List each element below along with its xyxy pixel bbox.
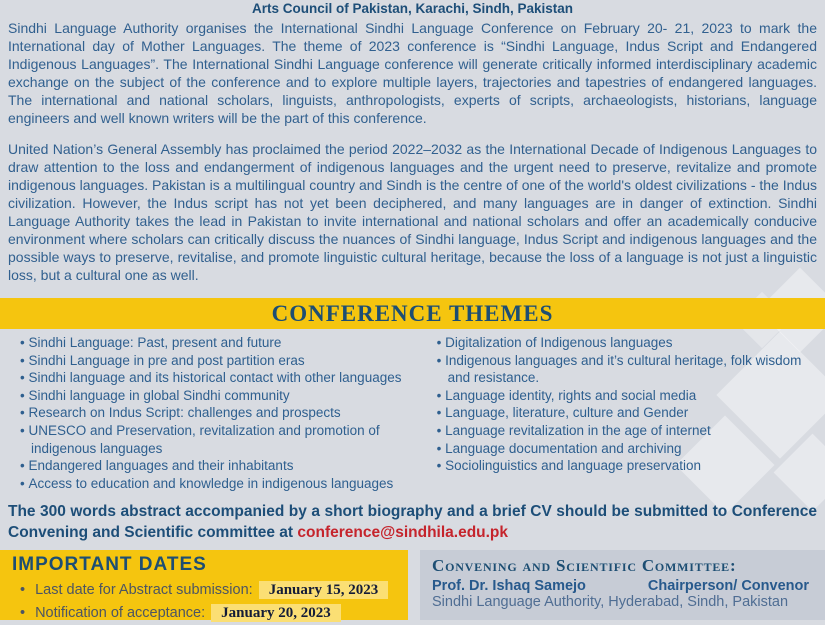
intro-paragraph-2: United Nation’s General Assembly has proclaimed the period 2022–2032 as the International Decade of Indigenous Languages to draw attention to the loss and endangerment of indigenous languages and the urgent need to preserve, revitalize and promote indigenous languages. Pakistan is a multilingual country and Sindh is the centre of one of the world's oldest civilizations - the Indus civilization. However, the Indus script has not yet been deciphered, and many languages are in danger of extinction. Sindhi Language Authority takes the lead in Pakistan to invite international and national scholars and offer an academically conducive environment where scholars can critically discuss the nuances of Sindhi language, Indus Script and indigenous languages and the possible ways to preserve, revitalise, and promote linguistic cultural heritage, because the loss of a language is not just a linguistic loss, but a cultural one as well. [8, 141, 817, 283]
abstract-submission-note [8, 502, 817, 543]
organizer-line: Arts Council of Pakistan, Karachi, Sindh, Pakistan [251, 1, 574, 16]
committee-box [420, 550, 825, 620]
themes-left-column [8, 334, 425, 492]
theme-item: • Digitalization of Indigenous languages [435, 334, 817, 352]
committee-row [432, 578, 813, 594]
theme-item: • Indigenous languages and it’s cultural heritage, folk wisdom and resistance. [435, 352, 817, 387]
theme-item: • Language documentation and archiving [435, 440, 817, 458]
bottom-divider-gap [408, 550, 420, 620]
important-dates-list [12, 579, 408, 625]
important-dates-box [0, 550, 408, 620]
important-dates-title: IMPORTANT DATES [12, 554, 207, 576]
intro-paragraph-1: Sindhi Language Authority organises the International Sindhi Language Conference on February 20- 21, 2023 to mark the International day of Mother Languages. The theme of 2023 conference is “Sindhi Language, Indus Script and Endangered Indigenous Languages”. The International Sindhi Language conference will generate critically informed interdisciplinary academic exchange on the subject of the conference and to explore multiple layers, trajectories and tapestries of endangered languages. The international and national scholars, linguists, anthropologists, experts of scripts, archaeologists, historians, language engineers and well known writers will be the part of this conference. [8, 20, 817, 126]
themes-right-column [425, 334, 817, 492]
committee-title: Convening and Scientific Committee: [432, 556, 737, 576]
date-label: Last date for Abstract submission: [35, 582, 253, 599]
conference-themes-banner [0, 298, 825, 329]
theme-item: • Language identity, rights and social media [435, 387, 817, 405]
submission-email-link[interactable]: conference@sindhila.edu.pk [297, 523, 509, 541]
theme-item: • Sindhi Language in pre and post partition eras [18, 352, 425, 370]
date-item [12, 579, 408, 602]
date-value: January 20, 2023 [211, 604, 341, 622]
themes-columns [8, 334, 817, 492]
theme-item: • Sindhi language and its historical contact with other languages [18, 369, 425, 387]
date-label: Notification of acceptance: [35, 605, 206, 622]
theme-item: • Sociolinguistics and language preservation [435, 457, 817, 475]
committee-chair-role: Chairperson/ Convenor [647, 578, 809, 595]
abstract-note-text: The 300 words abstract accompanied by a short biography and a brief CV should be submitted to Conference Convening and Scientific committee at [8, 503, 817, 541]
date-item [12, 602, 408, 625]
committee-chair-name: Prof. Dr. Ishaq Samejo [432, 578, 586, 595]
committee-affiliation: Sindhi Language Authority, Hyderabad, Sindh, Pakistan [432, 594, 789, 611]
theme-item: • UNESCO and Preservation, revitalization and promotion of indigenous languages [18, 422, 425, 457]
theme-item: • Endangered languages and their inhabitants [18, 457, 425, 475]
theme-item: • Research on Indus Script: challenges and prospects [18, 404, 425, 422]
theme-item: • Sindhi Language: Past, present and future [18, 334, 425, 352]
conference-themes-title: CONFERENCE THEMES [271, 300, 554, 326]
theme-item: • Language, literature, culture and Gender [435, 404, 817, 422]
theme-item: • Sindhi language in global Sindhi community [18, 387, 425, 405]
bottom-section [0, 550, 825, 620]
theme-item: • Language revitalization in the age of internet [435, 422, 817, 440]
date-value: January 15, 2023 [259, 581, 389, 599]
theme-item: • Access to education and knowledge in indigenous languages [18, 475, 425, 493]
